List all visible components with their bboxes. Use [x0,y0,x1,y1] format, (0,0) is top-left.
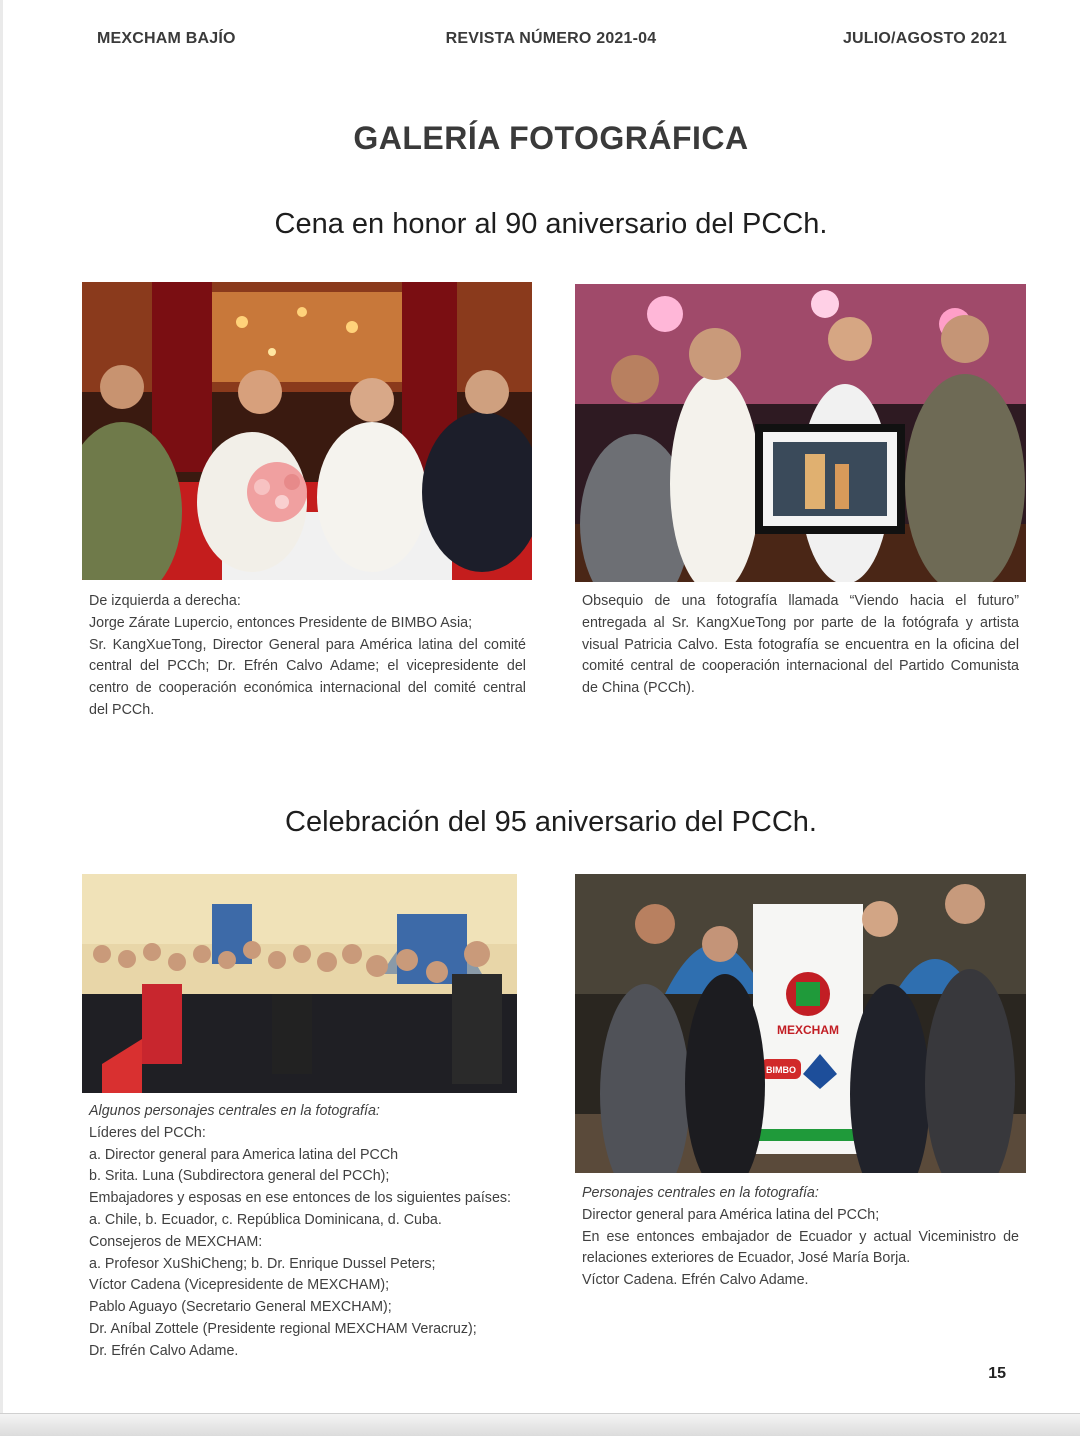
caption-line: De izquierda a derecha: [89,593,241,609]
section-heading-90: Cena en honor al 90 aniversario del PCCh. [274,208,828,240]
caption-dinner [89,591,526,722]
caption-line: Dr. Aníbal Zottele (Presidente regional MEXCHAM Veracruz); [89,1320,477,1337]
photo-banner-group [575,874,1026,1173]
caption-line: Víctor Cadena. Efrén Calvo Adame. [582,1272,809,1289]
caption-line: Sr. KangXueTong, Director General para América latina del comité central del PCCh; Dr. Efrén Calvo Adame; el vicepresidente del centro de cooperación económica internacional del comité central del PCCh. [89,636,526,718]
caption-banner-group [582,1183,1019,1292]
photo-group [82,874,517,1093]
caption-line: a. Director general para America latina del PCCh [89,1146,399,1163]
caption-gift: Obsequio de una fotografía llamada “Viendo hacia el futuro” entregada al Sr. KangXueTong por parte de la fotógrafa y artista visual Patricia Calvo. Esta fotografía se encuentra en la oficina del comité central de cooperación internacional del Partido Comunista de China (PCCh). [582,593,1019,697]
caption-line: a. Chile, b. Ecuador, c. República Dominicana, d. Cuba. [89,1211,442,1228]
caption-line: Dr. Efrén Calvo Adame. [89,1342,239,1359]
header-date: JULIO/AGOSTO 2021 [842,30,1007,47]
caption-group [89,1101,529,1363]
section-heading-95: Celebración del 95 aniversario del PCCh. [285,806,817,838]
page-title: GALERÍA FOTOGRÁFICA [353,120,749,156]
caption-line: Algunos personajes centrales en la fotografía: [89,1103,380,1119]
header-publisher: MEXCHAM BAJÍO [97,30,236,47]
caption-line: Jorge Zárate Lupercio, entonces Presidente de BIMBO Asia; [89,614,473,631]
caption-line: Pablo Aguayo (Secretario General MEXCHAM); [89,1299,392,1316]
caption-line: a. Profesor XuShiCheng; b. Dr. Enrique Dussel Peters; [89,1255,436,1272]
banner-logo-text: MEXCHAM [777,1023,839,1037]
caption-line: En ese entonces embajador de Ecuador y actual Viceministro de relaciones exteriores de Ecuador, José María Borja. [582,1228,1019,1267]
caption-line: Líderes del PCCh: [89,1124,206,1141]
page-bottom-edge [0,1413,1080,1436]
caption-line: Personajes centrales en la fotografía: [582,1185,819,1201]
caption-line: Embajadores y esposas en ese entonces de los siguientes países: [89,1190,512,1207]
caption-line: Consejeros de MEXCHAM: [89,1233,263,1250]
photo-dinner-table [82,282,532,580]
caption-line: b. Srita. Luna (Subdirectora general del PCCh); [89,1168,390,1185]
photo-gift-presentation [575,284,1026,582]
banner-sponsor-text: BIMBO [766,1065,796,1075]
caption-line: Director general para América latina del PCCh; [582,1206,880,1223]
page-number: 15 [988,1365,1006,1382]
caption-line: Víctor Cadena (Vicepresidente de MEXCHAM); [89,1277,390,1294]
header-issue: REVISTA NÚMERO 2021-04 [445,30,657,47]
